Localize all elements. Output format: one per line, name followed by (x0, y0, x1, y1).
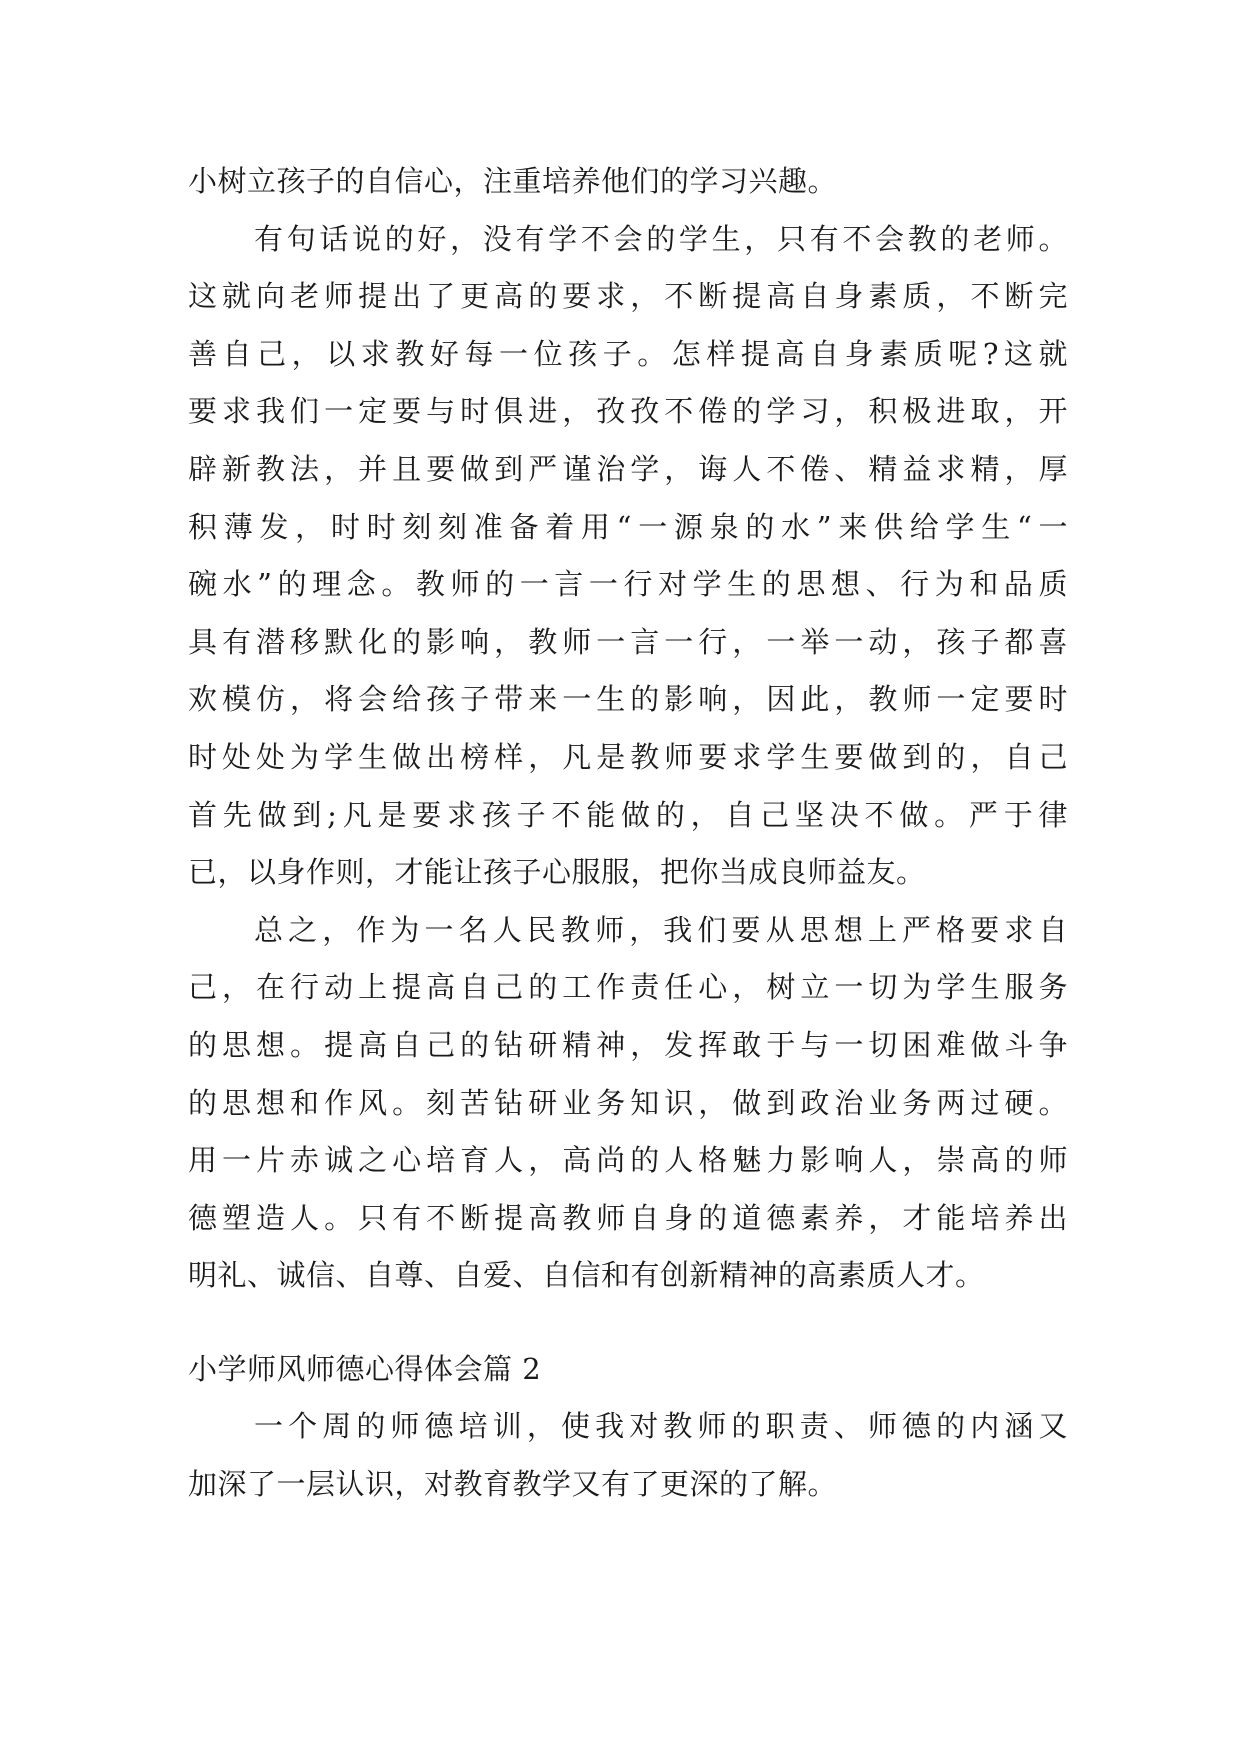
text-line: 善自己，以求教好每一位孩子。怎样提高自身素质呢?这就 (188, 336, 1068, 371)
text-line: 小树立孩子的自信心，注重培养他们的学习兴趣。 (188, 164, 838, 198)
text-line: 有句话说的好，没有学不会的学生，只有不会教的老师。 (254, 221, 1068, 256)
text-line: 这就向老师提出了更高的要求，不断提高自身素质，不断完 (188, 279, 1068, 314)
text-line: 用一片赤诚之心培育人，高尚的人格魅力影响人，崇高的师 (188, 1143, 1068, 1178)
text-line: 的思想。提高自己的钻研精神，发挥敢于与一切困难做斗争 (188, 1027, 1068, 1062)
paragraph (188, 902, 1068, 1305)
section-heading: 小学师风师德心得体会篇 2 (188, 1351, 542, 1386)
text-line: 德塑造人。只有不断提高教师自身的道德素养，才能培养出 (188, 1200, 1068, 1235)
section-spacer (188, 1305, 1068, 1341)
text-line: 积薄发，时时刻刻准备着用“一源泉的水”来供给学生“一 (188, 509, 1068, 544)
text-line: 首先做到;凡是要求孩子不能做的，自己坚决不做。严于律 (188, 797, 1068, 832)
text-line: 明礼、诚信、自尊、自爱、自信和有创新精神的高素质人才。 (188, 1258, 985, 1293)
text-line: 一个周的师德培训，使我对教师的职责、师德的内涵又 (254, 1409, 1068, 1444)
text-line: 辟新教法，并且要做到严谨治学，诲人不倦、精益求精，厚 (188, 451, 1068, 486)
paragraph (188, 1398, 1068, 1513)
paragraph-continuation (188, 153, 1068, 211)
text-line: 具有潜移默化的影响，教师一言一行，一举一动，孩子都喜 (188, 624, 1068, 659)
text-line: 时处处为学生做出榜样，凡是教师要求学生要做到的，自己 (188, 739, 1068, 774)
text-line: 的思想和作风。刻苦钻研业务知识，做到政治业务两过硬。 (188, 1085, 1068, 1120)
text-line: 已，以身作则，才能让孩子心服服，把你当成良师益友。 (188, 855, 926, 890)
text-line: 己，在行动上提高自己的工作责任心，树立一切为学生服务 (188, 970, 1068, 1005)
text-line: 要求我们一定要与时俱进，孜孜不倦的学习，积极进取，开 (188, 394, 1068, 429)
document-body (188, 153, 1068, 1514)
text-line: 欢模仿，将会给孩子带来一生的影响，因此，教师一定要时 (188, 682, 1068, 717)
text-line: 总之，作为一名人民教师，我们要从思想上严格要求自 (254, 912, 1068, 947)
text-line: 碗水”的理念。教师的一言一行对学生的思想、行为和品质 (188, 567, 1068, 602)
paragraph (188, 211, 1068, 902)
text-line: 加深了一层认识，对教育教学又有了更深的了解。 (188, 1467, 838, 1502)
